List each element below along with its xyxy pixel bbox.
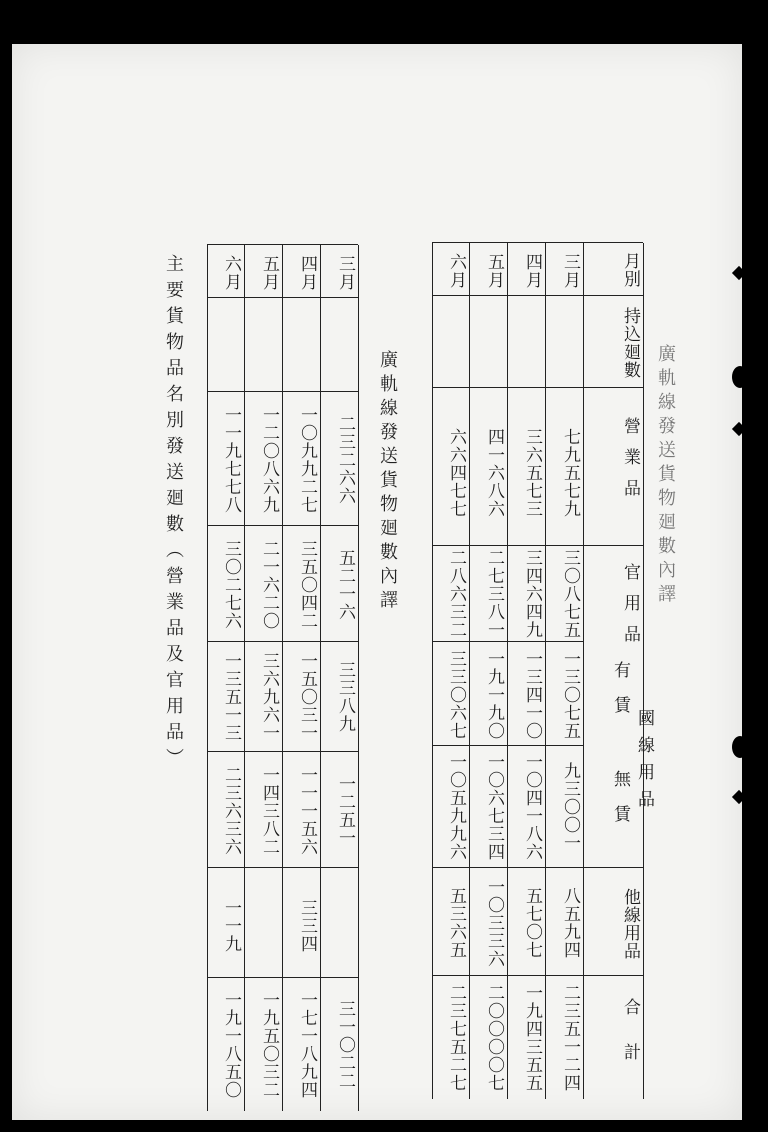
cell-c4: 一一一五六 [297,766,317,856]
header-month: 月別 [620,252,640,288]
cell-paid: 一九一九〇 [484,650,504,740]
cell-total: 二三七五二七 [446,984,466,1092]
cell-unpaid: 一〇五九九六 [446,753,466,861]
header-kokusen: 國線用品 [634,709,654,817]
cell-total: 一九一八五〇 [221,991,241,1099]
middle-title: 廣軌線發送貨物廻數內譯 [377,350,398,614]
cell-month: 四月 [297,255,317,291]
cell-c5: 一一九 [221,899,241,953]
right-table [432,242,654,1099]
header-other: 他線用品 [620,888,640,960]
cell-month: 四月 [522,253,542,289]
header-total: 合計 [620,998,640,1088]
header-carried: 持込廻數 [620,307,640,379]
cell-unpaid: 一〇六七三四 [484,753,504,861]
cell-c2: 三〇二七六 [221,540,241,630]
cell-other: 五七〇七 [522,887,542,959]
header-paid: 有賃 [610,661,630,731]
cell-official: 二八六三二 [446,549,466,639]
edge-mark [732,266,746,280]
cell-c4: 一四三八二 [259,766,279,856]
cell-c1: 一二〇八六九 [259,406,279,514]
cell-other: 一〇三三六 [484,878,504,968]
cell-total: 二〇〇〇〇七 [484,984,504,1092]
cell-business: 三六五七三 [522,428,542,518]
cell-paid: 三三〇六七 [446,650,466,740]
cell-official: 三四六四九 [522,549,542,639]
cell-total: 一九五〇三二 [259,991,279,1099]
cell-total: 二三五一二四 [560,984,580,1092]
cell-c2: 二一六二〇 [259,540,279,630]
cell-unpaid: 一〇四一八六 [522,753,542,861]
cell-total: 一九四三五五 [522,984,542,1092]
cell-c3: 一五〇三一 [297,652,317,742]
cell-paid: 一三四一〇 [522,650,542,740]
cell-unpaid: 九三〇〇一 [560,762,580,852]
right-table-title: 廣軌線發送貨物廻數內譯 [655,344,676,608]
cell-total: 三一〇二二 [335,1000,355,1090]
cell-total: 一七一八九四 [297,991,317,1099]
cell-other: 五三六五 [446,887,466,959]
edge-mark [732,422,746,436]
cell-official: 三〇八七五 [560,549,580,639]
cell-c3: 三三八九 [335,661,355,733]
left-caption: 主要貨物品名別發送廻數（營業品及官用品） [163,254,184,774]
cell-c4: 二三六三六 [221,766,241,856]
cell-month: 三月 [560,253,580,289]
cell-c1: 二三二六六 [335,415,355,505]
cell-c3: 三六九六一 [259,652,279,742]
cell-c2: 五二一六 [335,549,355,621]
cell-month: 五月 [484,253,504,289]
cell-official: 二七三八一 [484,549,504,639]
header-business: 營業品 [620,416,640,510]
cell-business: 四一六八六 [484,428,504,518]
cell-business: 七九五七九 [560,428,580,518]
header-unpaid: 無賃 [610,770,630,840]
cell-business: 六六四七七 [446,428,466,518]
cell-c1: 一〇九九二七 [297,406,317,514]
header-official: 官用品 [620,562,640,656]
cell-c2: 三五〇四二 [297,540,317,630]
cell-other: 八五九四 [560,887,580,959]
cell-c1: 一一九七七八 [221,406,241,514]
binder-hole-top [732,366,748,388]
cell-c3: 一三五一三 [221,652,241,742]
binder-hole-bottom [732,736,748,758]
edge-mark [746,854,760,868]
cell-month: 六月 [446,253,466,289]
cell-month: 六月 [221,255,241,291]
cell-month: 五月 [259,255,279,291]
edge-mark [732,790,746,804]
cell-paid: 一三〇七五 [560,650,580,740]
cell-c5: 三三四 [297,899,317,953]
document-page [12,44,742,1120]
cell-c4: 一二五一 [335,775,355,847]
left-table [207,244,358,1111]
cell-month: 三月 [335,255,355,291]
